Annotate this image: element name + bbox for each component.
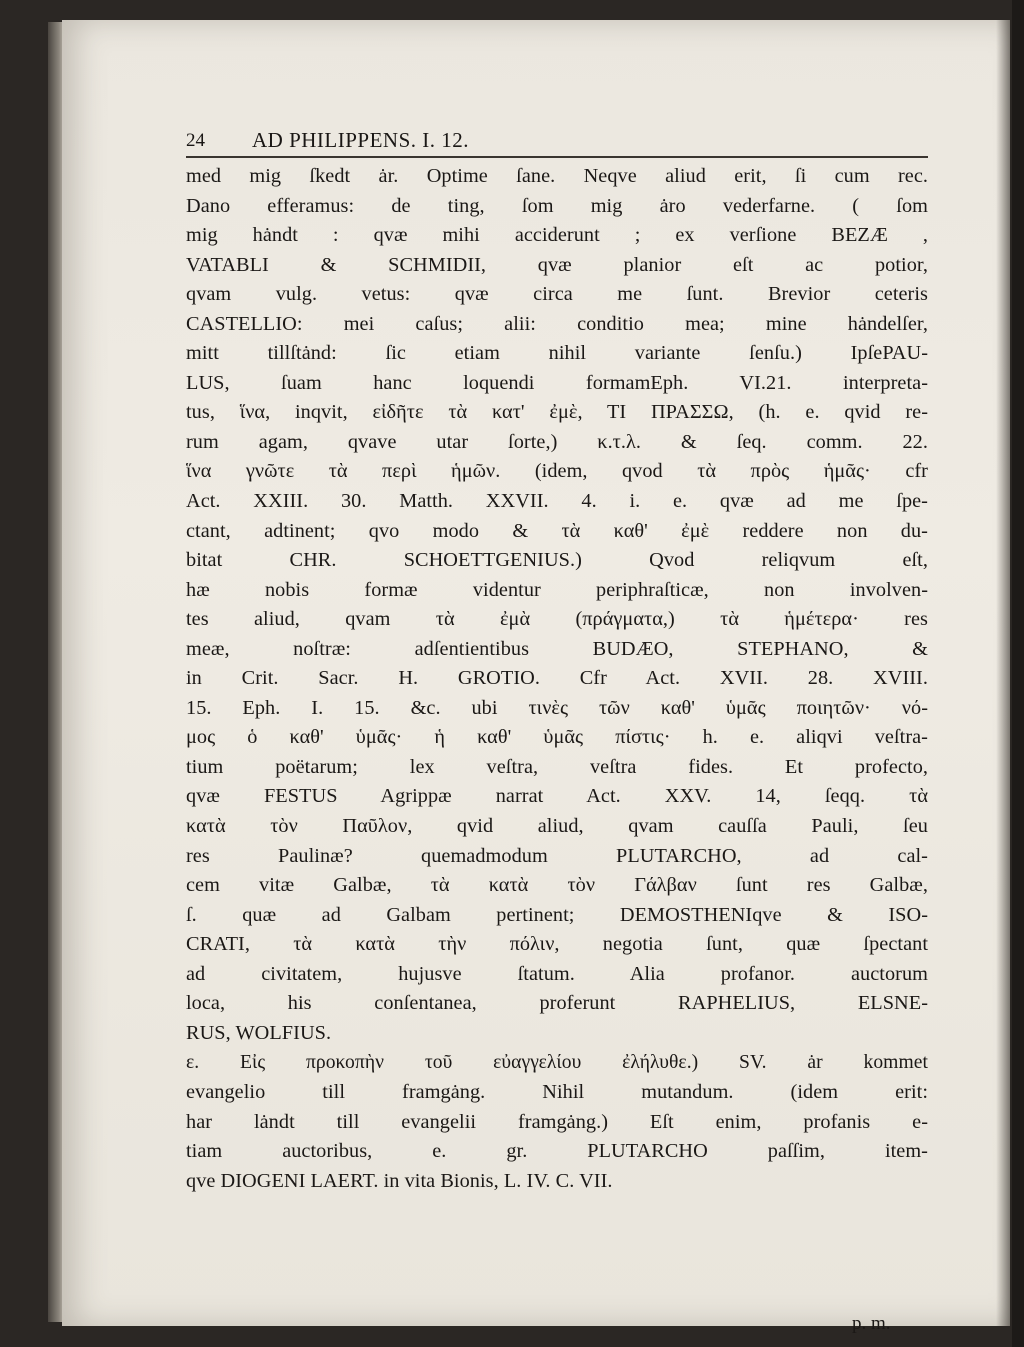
text-line: tium poëtarum; lex veſtra, veſtra fides. Et profecto,	[186, 755, 928, 778]
text-line: μος ὁ καθ' ὑμᾶς· ἡ καθ' ὑμᾶς πίστις· h. e. aliqvi veſtra-	[186, 726, 928, 749]
text-line: ctant, adtinent; qvo modo & τὰ καθ' ἐμὲ reddere non du-	[186, 519, 928, 542]
text-line: qve DIOGENI LAERT. in vita Bionis, L. IV. C. VII.	[186, 1169, 613, 1192]
text-line: RUS, WOLFIUS.	[186, 1021, 332, 1044]
text-line: tes aliud, qvam τὰ ἐμὰ (πράγματα,) τὰ ἡμέτερα· res	[186, 608, 928, 631]
text-line: LUS, ſuam hanc loquendi formamEph. VI.21. interpreta-	[186, 371, 928, 394]
text-line: ad civitatem, hujusve ſtatum. Alia profanor. auctorum	[186, 962, 928, 985]
text-line: med mig ſkedt ȧr. Optime ſane. Neqve aliud erit, ſi cum rec.	[186, 165, 928, 187]
text-line: qvæ FESTUS Agrippæ narrat Act. XXV. 14, ſeqq. τὰ	[186, 785, 928, 808]
text-line: hæ nobis formæ videntur periphraſticæ, non involven-	[186, 578, 928, 601]
page-header	[186, 130, 946, 164]
text-line: VATABLI & SCHMIDII, qvæ planior eſt ac potior,	[186, 253, 928, 276]
text-line: mitt tillſtȧnd: ſic etiam nihil variante ſenſu.) IpſePAU-	[186, 342, 928, 365]
text-line: tiam auctoribus, e. gr. PLUTARCHO paſſim, item-	[186, 1140, 928, 1163]
text-line: har lȧndt till evangelii framgȧng.) Eſt enim, profanis e-	[186, 1110, 928, 1133]
text-line: meæ, noſtræ: adſentientibus BUDÆO, STEPHANO, &	[186, 637, 928, 660]
text-line: CASTELLIO: mei caſus; alii: conditio mea; mine hȧndelſer,	[186, 312, 928, 335]
text-line: mig hȧndt : qvæ mihi acciderunt ; ex verſione BEZÆ ,	[186, 224, 928, 247]
text-line: qvam vulg. vetus: qvæ circa me ſunt. Brevior ceteris	[186, 283, 928, 306]
page-number: 24	[186, 130, 205, 151]
text-line: ε. Εἰς προκοπὴν τοῦ εὐαγγελίου ἐλήλυθε.) SV. ȧr kommet	[186, 1052, 928, 1074]
text-line: tus, ἵνα, inqvit, εἰδῆτε τὰ κατ' ἐμὲ, ΤΙ ΠΡΑΣΣΩ, (h. e. qvid re-	[186, 401, 928, 424]
text-line: 15. Eph. I. 15. &c. ubi τινὲς τῶν καθ' ὑμᾶς ποιητῶν· νό-	[186, 696, 928, 719]
header-rule	[186, 156, 928, 158]
text-line: rum agam, qvave utar ſorte,) κ.τ.λ. & ſeq. comm. 22.	[186, 430, 928, 453]
body-text	[186, 162, 928, 1196]
gutter-shadow	[996, 20, 1010, 1326]
text-line: κατὰ τὸν Παῦλον, qvid aliud, qvam cauſſa Pauli, ſeu	[186, 815, 928, 838]
text-line: ἵνα γνῶτε τὰ περὶ ἡμῶν. (idem, qvod τὰ πρὸς ἡμᾶς· cfr	[186, 460, 928, 483]
running-head: AD PHILIPPENS. I. 12.	[252, 128, 470, 152]
text-line: Act. XXIII. 30. Matth. XXVII. 4. i. e. qvæ ad me ſpe-	[186, 490, 928, 513]
text-line: evangelio till framgȧng. Nihil mutandum. (idem erit:	[186, 1080, 928, 1103]
text-line: bitat CHR. SCHOETTGENIUS.) Qvod reliqvum eſt,	[186, 549, 928, 572]
text-line: Dano efferamus: de ting, ſom mig ȧro vederfarne. ( ſom	[186, 194, 928, 217]
text-line: in Crit. Sacr. H. GROTIO. Cfr Act. XVII. 28. XVIII.	[186, 667, 928, 690]
text-line: loca, his conſentanea, proferunt RAPHELIUS, ELSNE-	[186, 992, 928, 1015]
catchword: p. m.	[852, 1313, 891, 1334]
text-line: ſ. quæ ad Galbam pertinent; DEMOSTHENIqve & ISO-	[186, 903, 928, 926]
text-line: cem vitæ Galbæ, τὰ κατὰ τὸν Γάλβαν ſunt res Galbæ,	[186, 874, 928, 897]
binding-edge	[1012, 0, 1024, 1347]
text-line: CRATI, τὰ κατὰ τὴν πόλιν, negotia ſunt, quæ ſpectant	[186, 933, 928, 956]
text-line: res Paulinæ? quemadmodum PLUTARCHO, ad cal-	[186, 844, 928, 867]
